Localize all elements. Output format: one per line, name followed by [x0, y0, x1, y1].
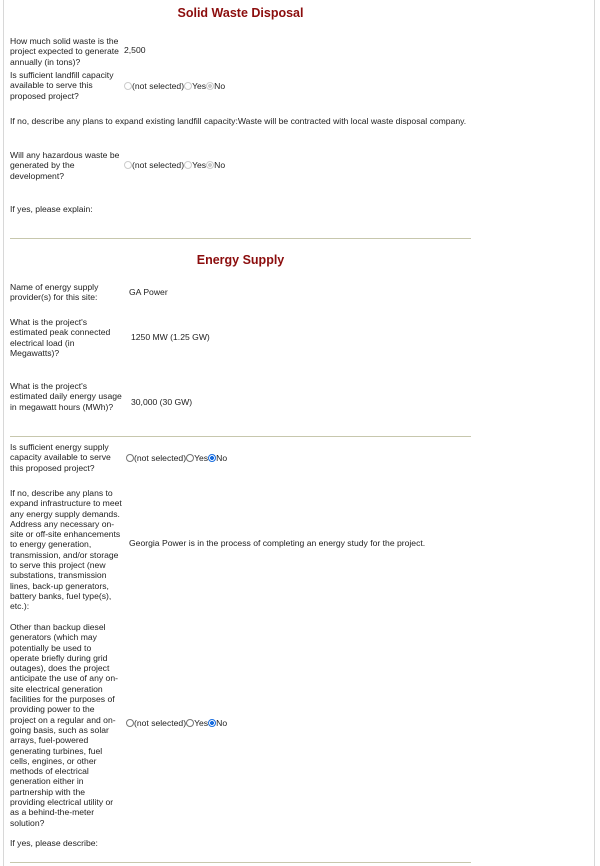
answer-waste-amount: 2,500 [124, 45, 146, 55]
radio-group-energy-capacity: (not selected) Yes No [126, 453, 227, 463]
question-landfill-capacity: Is sufficient landfill capacity available to serve this proposed project? [10, 70, 114, 101]
section-title-solid-waste: Solid Waste Disposal [177, 6, 304, 20]
answer-landfill-expand: Waste will be contracted with local waste disposal company. [237, 116, 467, 126]
answer-energy-provider: GA Power [129, 287, 168, 297]
radio-no[interactable] [206, 82, 214, 90]
answer-peak-load: 1250 MW (1.25 GW) [131, 332, 210, 342]
radio-group-onsite-generation: (not selected) Yes No [126, 718, 227, 728]
question-landfill-expand: If no, describe any plans to expand existing landfill capacity: [10, 116, 238, 126]
radio-no[interactable] [206, 161, 214, 169]
radio-yes[interactable] [186, 719, 194, 727]
question-onsite-generation: Other than backup diesel generators (which may potentially be used to operate briefly during grid outages), does the project anticipate the use of any on-site electrical generation facilities for the purposes of providing power to the project on a regular and on-going basis, such as solar arrays, fuel-powered generating turbines, fuel cells, engines, or other methods of electrical generation either in partnership with the providing electrical utility or as a behind-the-meter solution? [10, 622, 118, 828]
section-divider [10, 862, 471, 863]
question-hazard-explain: If yes, please explain: [10, 204, 93, 214]
radio-not-selected[interactable] [124, 161, 132, 169]
answer-daily-usage: 30,000 (30 GW) [131, 397, 193, 407]
question-infrastructure-plans: If no, describe any plans to expand infrastructure to meet any energy supply demands. Address any necessary on-site or off-site enhancements to energy generation, transmission, and/or storage to serve this project (new substations, transmission lines, back-up generators, battery banks, fuel type(s), etc.): [10, 488, 122, 612]
landfill-expand-row [10, 116, 466, 126]
answer-infrastructure-plans: Georgia Power is in the process of completing an energy study for the project. [129, 538, 426, 548]
question-energy-capacity: Is sufficient energy supply capacity available to serve this proposed project? [10, 442, 111, 473]
section-title-energy-supply: Energy Supply [196, 253, 285, 267]
question-onsite-describe: If yes, please describe: [10, 838, 98, 848]
radio-group-hazardous-waste: (not selected) Yes No [124, 160, 225, 170]
radio-no[interactable] [208, 454, 216, 462]
section-divider [10, 238, 471, 239]
question-waste-amount: How much solid waste is the project expected to generate annually (in tons)? [10, 36, 119, 67]
radio-no[interactable] [208, 719, 216, 727]
radio-not-selected[interactable] [126, 719, 134, 727]
radio-yes[interactable] [186, 454, 194, 462]
question-daily-usage: What is the project's estimated daily energy usage in megawatt hours (MWh)? [10, 381, 122, 412]
question-hazardous-waste: Will any hazardous waste be generated by the development? [10, 150, 120, 181]
radio-not-selected[interactable] [124, 82, 132, 90]
section-divider [10, 436, 471, 437]
question-energy-provider: Name of energy supply provider(s) for this site: [10, 282, 99, 303]
radio-yes[interactable] [184, 161, 192, 169]
radio-not-selected[interactable] [126, 454, 134, 462]
radio-yes[interactable] [184, 82, 192, 90]
radio-group-landfill-capacity: (not selected) Yes No [124, 81, 225, 91]
question-peak-load: What is the project's estimated peak connected electrical load (in Megawatts)? [10, 317, 111, 358]
